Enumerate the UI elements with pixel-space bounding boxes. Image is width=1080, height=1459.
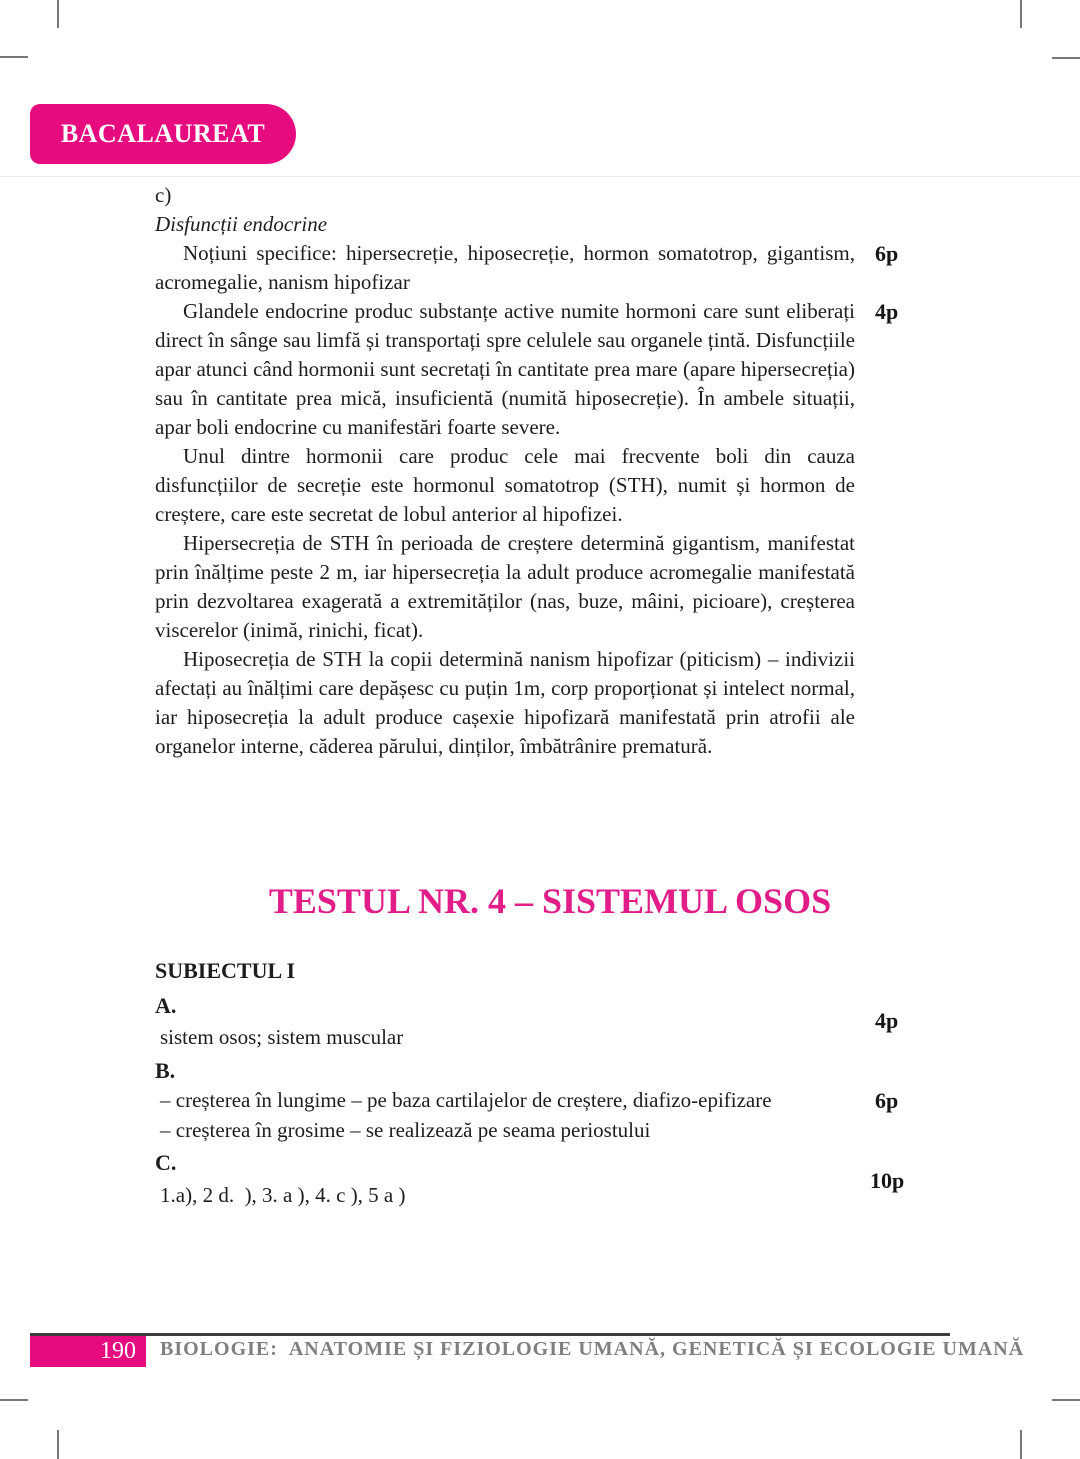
footer-rule: [30, 1333, 950, 1336]
item-label-b: B.: [155, 1058, 176, 1083]
points-badge-a: 4p: [875, 1008, 899, 1033]
crop-mark-top-right-horizontal: [1052, 57, 1080, 59]
chapter-badge-label: BACALAUREAT: [60, 119, 266, 148]
page-number-box: [30, 1336, 146, 1367]
paragraph: [155, 529, 855, 645]
item-answer-b-line1: – creșterea în lungime – pe baza cartilajelor de creștere, diafizo-epifizare: [160, 1088, 772, 1112]
item-label-a: A.: [155, 993, 177, 1018]
paragraph-text: Noțiuni specifice: hipersecreție, hiposecreție, hormon somatotrop, gigantism, acromegalie, nanism hipofizar: [155, 241, 855, 294]
points-badge: 4p: [875, 299, 899, 324]
crop-mark-bottom-right-vertical: [1020, 1430, 1022, 1459]
footer-book-title: BIOLOGIE: ANATOMIE ȘI FIZIOLOGIE UMANĂ, GENETICĂ ȘI ECOLOGIE UMANĂ: [160, 1338, 1025, 1360]
item-letter-c: c): [155, 183, 172, 207]
points-badge-c: 10p: [870, 1168, 905, 1193]
item-label-c: C.: [155, 1150, 177, 1175]
answer-body: [155, 181, 899, 761]
points-badge-b: 6p: [875, 1088, 899, 1113]
section-heading: SUBIECTUL I: [155, 958, 296, 983]
topic-subtitle: Disfuncții endocrine: [155, 212, 328, 236]
points-badge: 6p: [875, 241, 899, 266]
item-answer-b-line2: – creșterea în grosime – se realizează pe seama periostului: [160, 1118, 651, 1142]
crop-mark-bottom-left-vertical: [57, 1430, 59, 1459]
item-answer-a: sistem osos; sistem muscular: [160, 1025, 404, 1049]
test-title: TESTUL NR. 4 – SISTEMUL OSOS: [268, 881, 832, 921]
crop-mark-top-right-vertical: [1020, 0, 1022, 28]
item-answer-c: 1.a), 2 d. ), 3. a ), 4. c ), 5 a ): [160, 1183, 406, 1207]
crop-mark-bottom-left-horizontal: [0, 1399, 28, 1401]
crop-mark-top-left-vertical: [57, 0, 59, 28]
paragraph-text: Glandele endocrine produc substanțe active numite hormoni care sunt eliberați direct în sânge sau limfă și transportați spre celulele sau organele țintă. Disfuncțiile apar atunci când hormonii sunt secretați în cantitate prea mare (apare hipersecreția) sau în cantitate prea mică, insuficientă (numită hiposecreție). În ambele situații, apar boli endocrine cu manifestări foarte severe.: [155, 299, 855, 439]
paragraph-text: Hipersecreția de STH în perioada de creștere determină gigantism, manifestat prin înălțime peste 2 m, iar hipersecreția la adult produce acromegalie manifestată prin dezvoltarea exagerată a extremităților (nas, buze, mâini, picioare), creșterea viscerelor (inimă, rinichi, ficat).: [155, 531, 855, 642]
paragraph: [155, 442, 855, 529]
paragraph-text: Unul dintre hormonii care produc cele mai frecvente boli din cauza disfuncțiilor de secreție este hormonul somatotrop (STH), numit și hormon de creștere, care este secretat de lobul anterior al hipofizei.: [155, 444, 855, 526]
paragraph-text: Hiposecreția de STH la copii determină nanism hipofizar (piticism) – indivizii afectați au înălțimi care depășesc cu puțin 1m, corp proporționat și intelect normal, iar hiposecreția la adult produce cașexie hipofizară manifestată prin atrofii ale organelor interne, căderea părului, dinților, îmbătrânire prematură.: [155, 647, 855, 758]
paragraph: [155, 645, 855, 761]
crop-mark-bottom-right-horizontal: [1052, 1399, 1080, 1401]
crop-mark-top-left-horizontal: [0, 56, 28, 58]
page-number: 190: [100, 1338, 136, 1364]
paragraph: [155, 239, 899, 297]
page-edge-line: [0, 176, 1080, 177]
chapter-badge: [30, 104, 296, 164]
paragraph: [155, 297, 899, 442]
